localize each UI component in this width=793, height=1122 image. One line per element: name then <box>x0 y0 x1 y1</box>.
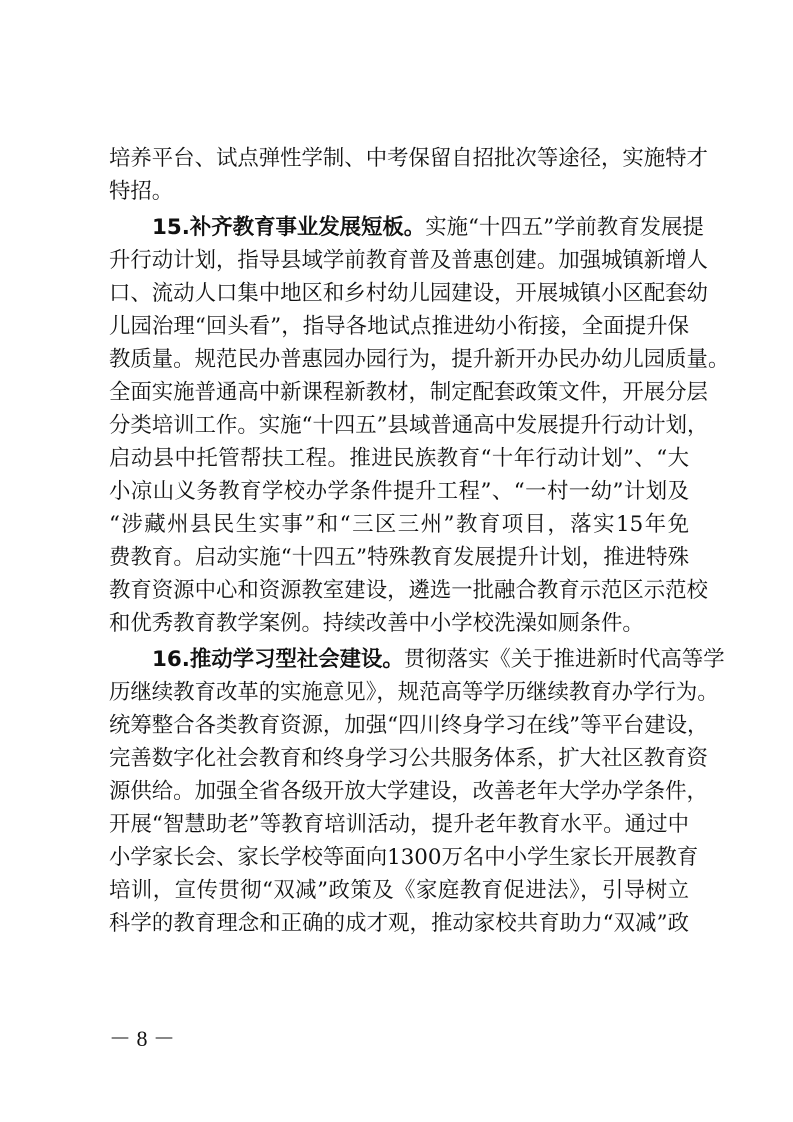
section-15-first-line <box>109 211 704 244</box>
section-16-heading: 16.推动学习型社会建设。 <box>152 647 404 672</box>
section-15-heading: 15.补齐教育事业发展短板。 <box>152 215 426 240</box>
text-line: 分类培训工作。实施“十四五”县域普通高中发展提升行动计划， <box>109 413 709 438</box>
text-line: 小学家长会、家长学校等面向1300万名中小学生家长开展教育 <box>109 845 699 870</box>
text-line: 费教育。启动实施“十四五”特殊教育发展提升计划，推进特殊 <box>109 545 689 570</box>
text-line: 小凉山义务教育学校办学条件提升工程”、“一村一幼”计划及 <box>109 479 689 504</box>
section-16-text: 贯彻落实《关于推进新时代高等学 <box>403 647 725 672</box>
text-line: 全面实施普通高中新课程新教材，制定配套政策文件，开展分层 <box>109 380 708 405</box>
text-line: 源供给。加强全省各级开放大学建设，改善老年大学办学条件， <box>109 779 708 804</box>
text-line: 儿园治理“回头看”，指导各地试点推进幼小衔接，全面提升保 <box>109 314 689 339</box>
text-line: 启动县中托管帮扶工程。推进民族教育“十年行动计划”、“大 <box>109 446 689 471</box>
text-line: 历继续教育改革的实施意见》，规范高等学历继续教育办学行为。 <box>109 680 719 705</box>
text-line: 和优秀教育教学案例。持续改善中小学校洗澡如厕条件。 <box>109 611 644 636</box>
text-line: 统筹整合各类教育资源，加强“四川终身学习在线”等平台建设， <box>109 713 709 738</box>
text-line: 口、流动人口集中地区和乡村幼儿园建设，开展城镇小区配套幼 <box>109 281 708 306</box>
section-15-text: 实施“十四五”学前教育发展提 <box>425 215 704 240</box>
page-number: － 8 － <box>109 1026 176 1051</box>
text-line: “涉藏州县民生实事”和“三区三州”教育项目，落实15年免 <box>109 512 689 537</box>
section-16-first-line <box>109 643 725 676</box>
text-line: 培养平台、试点弹性学制、中考保留自招批次等途径，实施特才 <box>109 146 708 171</box>
text-line: 开展“智慧助老”等教育培训活动，提升老年教育水平。通过中 <box>109 812 689 837</box>
text-line: 培训，宣传贯彻“双减”政策及《家庭教育促进法》，引导树立 <box>109 878 689 903</box>
text-line: 教质量。规范民办普惠园办园行为，提升新开办民办幼儿园质量。 <box>109 347 730 372</box>
text-line: 完善数字化社会教育和终身学习公共服务体系，扩大社区教育资 <box>109 746 708 771</box>
text-line: 升行动计划，指导县域学前教育普及普惠创建。加强城镇新增人 <box>109 248 708 273</box>
text-line: 科学的教育理念和正确的成才观，推动家校共育助力“双减”政 <box>109 911 689 936</box>
text-line: 特招。 <box>109 179 174 204</box>
text-line: 教育资源中心和资源教室建设，遴选一批融合教育示范区示范校 <box>109 578 708 603</box>
